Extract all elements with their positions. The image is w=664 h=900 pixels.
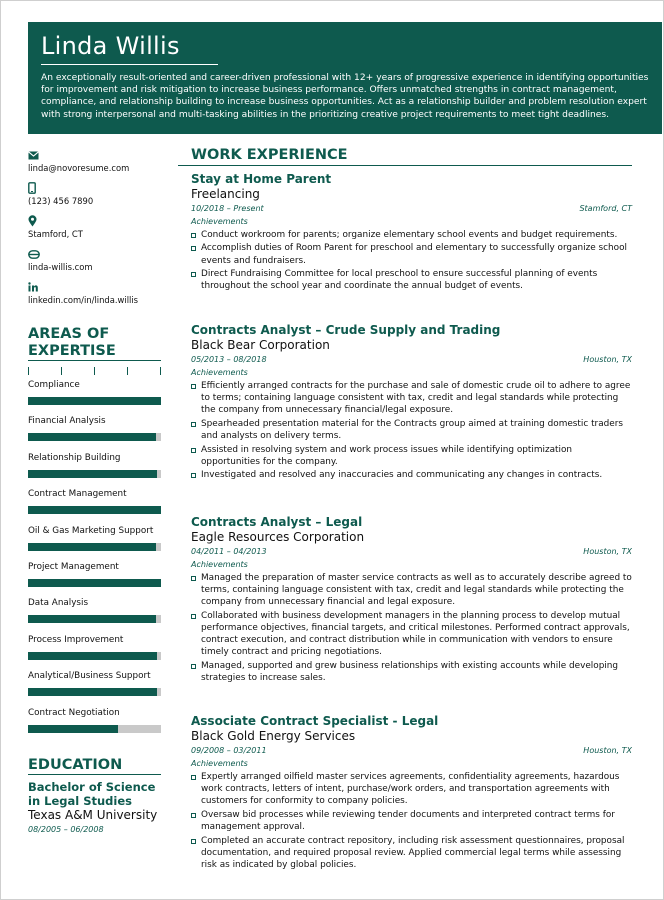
skill-bar-fill xyxy=(28,652,157,660)
location-pin-icon xyxy=(28,214,168,228)
achievement-text: Completed an accurate contract repository, including risk assessment questionnaires, proposal documentation, and required proposal review. Applied commercial legal terms while assessing risk as indicated by global policies. xyxy=(201,835,625,870)
square-bullet-icon xyxy=(191,813,196,818)
scale-tick xyxy=(94,367,95,375)
job-company: Black Gold Energy Services xyxy=(191,729,356,743)
job-dates: 05/2013 – 08/2018 xyxy=(191,355,267,364)
contact-phone-text[interactable]: (123) 456 7890 xyxy=(28,196,94,206)
square-bullet-icon xyxy=(191,448,196,453)
square-bullet-icon xyxy=(191,246,196,251)
education-dates: 08/2005 – 06/2008 xyxy=(28,825,104,834)
job-meta xyxy=(191,744,632,758)
square-bullet-icon xyxy=(191,839,196,844)
contact-email xyxy=(28,148,168,181)
skill-bar-fill xyxy=(28,433,156,441)
contact-website-text[interactable]: linda-willis.com xyxy=(28,262,93,272)
skill-bar-track xyxy=(28,615,161,623)
achievement-item xyxy=(191,809,632,833)
contact-location-text: Stamford, CT xyxy=(28,229,83,239)
achievement-text: Conduct workroom for parents; organize elementary school events and budget requirements. xyxy=(201,229,618,240)
square-bullet-icon xyxy=(191,664,196,669)
achievement-item xyxy=(191,229,632,241)
candidate-name: Linda Willis xyxy=(41,32,180,60)
achievement-text: Collaborated with business development managers in the planning process to develop mutual performance objectives, financial targets, and critical milestones. Performed contract approvals, contract execution, and contract distribution while in communication with vendors to ensure timely contract and pricing negotiations. xyxy=(201,610,630,657)
square-bullet-icon xyxy=(191,576,196,581)
education-degree: Bachelor of Science in Legal Studies xyxy=(28,780,156,808)
skill-bar-fill xyxy=(28,615,156,623)
achievements-list xyxy=(191,771,632,871)
job-title: Contracts Analyst – Crude Supply and Trading xyxy=(191,323,501,337)
square-bullet-icon xyxy=(191,384,196,389)
achievement-item xyxy=(191,242,632,266)
square-bullet-icon xyxy=(191,614,196,619)
skill-label: Data Analysis xyxy=(28,598,89,609)
education-heading: EDUCATION xyxy=(28,757,123,773)
achievements-label: Achievements xyxy=(191,368,248,377)
achievements-list xyxy=(191,572,632,684)
achievement-item xyxy=(191,771,632,807)
contact-linkedin-text[interactable]: linkedin.com/in/linda.willis xyxy=(28,295,139,305)
square-bullet-icon xyxy=(191,422,196,427)
job-location: Houston, TX xyxy=(583,547,632,556)
skill-bar-fill xyxy=(28,470,157,478)
achievement-text: Direct Fundraising Committee for local preschool to ensure successful planning of events throughout the school year and coordinate the annual budget of events. xyxy=(201,269,598,292)
skill-bar-track xyxy=(28,652,161,660)
square-bullet-icon xyxy=(191,775,196,780)
skill-label: Contract Management xyxy=(28,489,127,500)
achievement-text: Accomplish duties of Room Parent for preschool and elementary to successfully organize school events and fundraisers. xyxy=(201,243,627,266)
linkedin-icon xyxy=(28,280,168,294)
achievement-text: Investigated and resolved any inaccuracies and communicating any changes in contracts. xyxy=(201,470,603,481)
skill-label: Project Management xyxy=(28,561,119,572)
skills-list xyxy=(28,377,161,741)
achievements-label: Achievements xyxy=(191,217,248,226)
phone-icon xyxy=(28,181,168,195)
job-meta xyxy=(191,202,632,216)
skill-label: Analytical/Business Support xyxy=(28,671,151,682)
skill-bar-track xyxy=(28,688,161,696)
scale-tick xyxy=(28,367,29,375)
job-company: Eagle Resources Corporation xyxy=(191,530,365,544)
job-entry xyxy=(191,172,632,293)
job-company: Freelancing xyxy=(191,187,260,201)
job-dates: 10/2018 – Present xyxy=(191,204,264,213)
achievement-item xyxy=(191,469,632,481)
expertise-heading xyxy=(28,326,116,360)
contact-location xyxy=(28,214,168,247)
achievement-item xyxy=(191,572,632,608)
skill-bar-track xyxy=(28,543,161,551)
job-title: Associate Contract Specialist - Legal xyxy=(191,714,439,728)
scale-tick xyxy=(61,367,62,375)
skill-bar-track xyxy=(28,506,161,514)
achievement-item xyxy=(191,268,632,292)
square-bullet-icon xyxy=(191,272,196,277)
job-entry xyxy=(191,714,632,871)
achievement-text: Managed the preparation of master service contracts as well as to accurately describe agreed to terms, containing language consistent with tax, credit and legal standards while protecting the company from unnecessary financial and legal exposure. xyxy=(201,572,632,607)
skill-label: Financial Analysis xyxy=(28,416,106,427)
work-experience-rule xyxy=(178,165,632,166)
achievement-item xyxy=(191,610,632,658)
email-icon xyxy=(28,148,168,162)
achievement-text: Spearheaded presentation material for the Contracts group aimed at training domestic traders and analysts on delivery terms. xyxy=(201,418,623,441)
achievements-label: Achievements xyxy=(191,759,248,768)
skill-bar-track xyxy=(28,397,161,405)
achievement-text: Managed, supported and grew business relationships with existing accounts while developing strategies to increase sales. xyxy=(201,660,619,683)
skill-item xyxy=(28,705,161,741)
scale-tick xyxy=(127,367,128,375)
square-bullet-icon xyxy=(191,233,196,238)
skill-bar-fill xyxy=(28,543,156,551)
skill-bar-fill xyxy=(28,506,161,514)
skill-bar-fill xyxy=(28,688,157,696)
profile-summary: An exceptionally result-oriented and career-driven professional with 12+ years of progressive experience in identifying opportunities for improvement and risk mitigation to increase business performance. Offers unmatched strengths in contract management, compliance, and relationship building to increase business opportunities. Act as a relationship builder and problem resolution expert with strong interpersonal and multi-tasking abilities in the prioritizing creative project requirements to meet tight deadlines. xyxy=(41,73,649,120)
skill-item xyxy=(28,486,161,522)
skill-item xyxy=(28,559,161,595)
skill-item xyxy=(28,413,161,449)
job-entry xyxy=(191,323,632,482)
contact-email-text[interactable]: linda@novoresume.com xyxy=(28,163,130,173)
square-bullet-icon xyxy=(191,473,196,478)
achievement-text: Efficiently arranged contracts for the purchase and sale of domestic crude oil to adhere to agree to terms; containing language consistent with tax, credit and legal standards while protecting the company from unnecessary financial/legal exposure. xyxy=(201,380,631,415)
skill-item xyxy=(28,523,161,559)
expertise-heading-line1: AREAS OF xyxy=(28,326,110,342)
education-school: Texas A&M University xyxy=(28,808,158,822)
skill-bar-fill xyxy=(28,725,118,733)
job-location: Houston, TX xyxy=(583,746,632,755)
skill-label: Compliance xyxy=(28,380,80,390)
contact-phone xyxy=(28,181,168,214)
achievement-item xyxy=(191,660,632,684)
job-meta xyxy=(191,545,632,559)
skill-item xyxy=(28,632,161,668)
job-entry xyxy=(191,515,632,684)
skill-label: Contract Negotiation xyxy=(28,707,120,718)
achievement-text: Oversaw bid processes while reviewing tender documents and interpreted contract terms for management approval. xyxy=(201,809,615,832)
skill-item xyxy=(28,450,161,486)
contact-linkedin xyxy=(28,280,168,313)
achievement-item xyxy=(191,835,632,871)
education-entry xyxy=(28,780,168,834)
achievements-list xyxy=(191,229,632,293)
job-title: Contracts Analyst – Legal xyxy=(191,515,363,529)
skill-item xyxy=(28,668,161,704)
skill-bar-fill xyxy=(28,397,161,405)
job-dates: 09/2008 – 03/2011 xyxy=(191,746,267,755)
achievement-text: Assisted in resolving system and work process issues while identifying optimization opportunities for the company. xyxy=(201,444,573,467)
name-underline xyxy=(41,64,218,65)
scale-tick xyxy=(160,367,161,375)
achievement-item xyxy=(191,380,632,416)
skill-scale-ticks xyxy=(28,367,161,375)
expertise-heading-line2: EXPERTISE xyxy=(28,343,116,359)
skill-bar-track xyxy=(28,579,161,587)
skill-bar-track xyxy=(28,470,161,478)
achievement-item xyxy=(191,418,632,442)
skill-bar-track xyxy=(28,725,161,733)
contact-website xyxy=(28,247,168,280)
skill-label: Oil & Gas Marketing Support xyxy=(28,525,154,536)
resume-header xyxy=(28,22,662,134)
job-dates: 04/2011 – 04/2013 xyxy=(191,547,267,556)
achievements-label: Achievements xyxy=(191,560,248,569)
skill-item xyxy=(28,377,161,413)
job-meta xyxy=(191,353,632,367)
job-location: Stamford, CT xyxy=(579,204,632,213)
job-location: Houston, TX xyxy=(583,355,632,364)
skill-label: Relationship Building xyxy=(28,452,121,463)
work-experience-heading: WORK EXPERIENCE xyxy=(191,147,348,163)
achievements-list xyxy=(191,380,632,482)
link-icon xyxy=(28,247,168,261)
job-title: Stay at Home Parent xyxy=(191,172,332,186)
skill-bar-fill xyxy=(28,579,161,587)
achievement-item xyxy=(191,444,632,468)
skill-label: Process Improvement xyxy=(28,634,124,645)
expertise-rule xyxy=(28,360,161,361)
contact-list xyxy=(28,148,168,313)
skill-bar-track xyxy=(28,433,161,441)
job-company: Black Bear Corporation xyxy=(191,338,330,352)
achievement-text: Expertly arranged oilfield master services agreements, confidentiality agreements, hazardous work contracts, letters of intent, purchase/work orders, and transportation agreements with customers for conformity to company policies. xyxy=(201,771,620,806)
education-rule xyxy=(28,774,161,775)
skill-item xyxy=(28,595,161,631)
